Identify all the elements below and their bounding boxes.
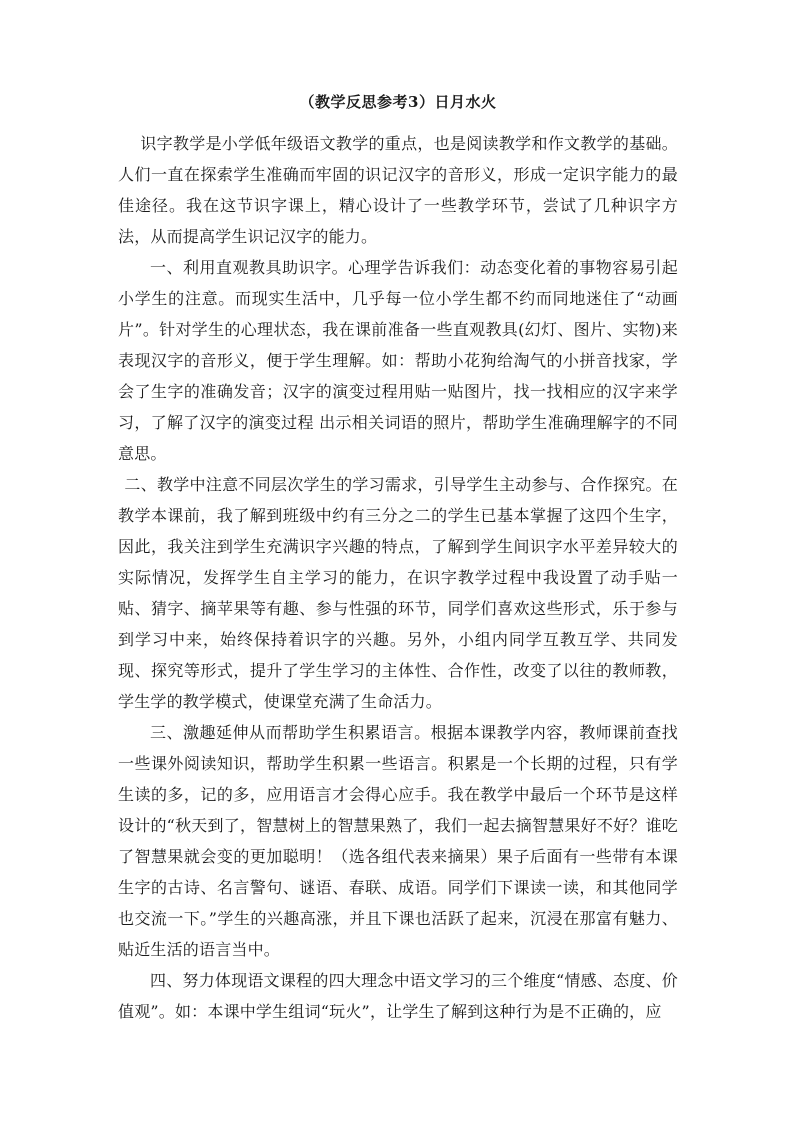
paragraph-point-3: 三、激趣延伸从而帮助学生积累语言。根据本课教学内容，教师课前查找一些课外阅读知识，帮助学生积累一些语言。积累是一个长期的过程，只有学生读的多，记的多，应用语言才会得心应手。我在教学中最后一个环节是这样设计的“秋天到了，智慧树上的智慧果熟了，我们一起去摘智慧果好不好？谁吃了智慧果就会变的更加聪明！（选各组代表来摘果）果子后面有一些带有本课生字的古诗、名言警句、谜语、春联、成语。同学们下课读一读，和其他同学也交流一下。”学生的兴趣高涨，并且下课也活跃了起来，沉浸在那富有魅力、贴近生活的语言当中。 bbox=[118, 723, 678, 959]
paragraph-point-2: 二、教学中注意不同层次学生的学习需求，引导学生主动参与、合作探究。在教学本课前，我了解到班级中约有三分之二的学生已基本掌握了这四个生字，因此，我关注到学生充满识字兴趣的特点，了解到学生间识字水平差异较大的实际情况，发挥学生自主学习的能力，在识字教学过程中我设置了动手贴一贴、猜字、摘苹果等有趣、参与性强的环节，同学们喜欢这些形式，乐于参与到学习中来，始终保持着识字的兴趣。另外，小组内同学互教互学、共同发现、探究等形式，提升了学生学习的主体性、合作性，改变了以往的教师教，学生学的教学模式，使课堂充满了生命活力。 bbox=[118, 475, 678, 711]
document-page bbox=[118, 92, 678, 1027]
paragraph-point-1: 一、利用直观教具助识字。心理学告诉我们：动态变化着的事物容易引起小学生的注意。而现实生活中，几乎每一位小学生都不约而同地迷住了“动画片”。针对学生的心理状态，我在课前准备一些直观教具(幻灯、图片、实物)来表现汉字的音形义，便于学生理解。如：帮助小花狗给淘气的小拼音找家，学会了生字的准确发音；汉字的演变过程用贴一贴图片，找一找相应的汉字来学习，了解了汉字的演变过程 出示相关词语的照片，帮助学生准确理解字的不同意思。 bbox=[118, 258, 678, 463]
paragraph-point-4: 四、努力体现语文课程的四大理念中语文学习的三个维度“情感、态度、价值观”。如：本课中学生组词“玩火”，让学生了解到这种行为是不正确的，应 bbox=[118, 971, 678, 1021]
document-title: （教学反思参考3）日月水火 bbox=[299, 93, 497, 111]
paragraph-intro: 识字教学是小学低年级语文教学的重点，也是阅读教学和作文教学的基础。人们一直在探索学生准确而牢固的识记汉字的音形义，形成一定识字能力的最佳途径。我在这节识字课上，精心设计了一些教学环节，尝试了几种识字方法，从而提高学生识记汉字的能力。 bbox=[118, 134, 678, 246]
